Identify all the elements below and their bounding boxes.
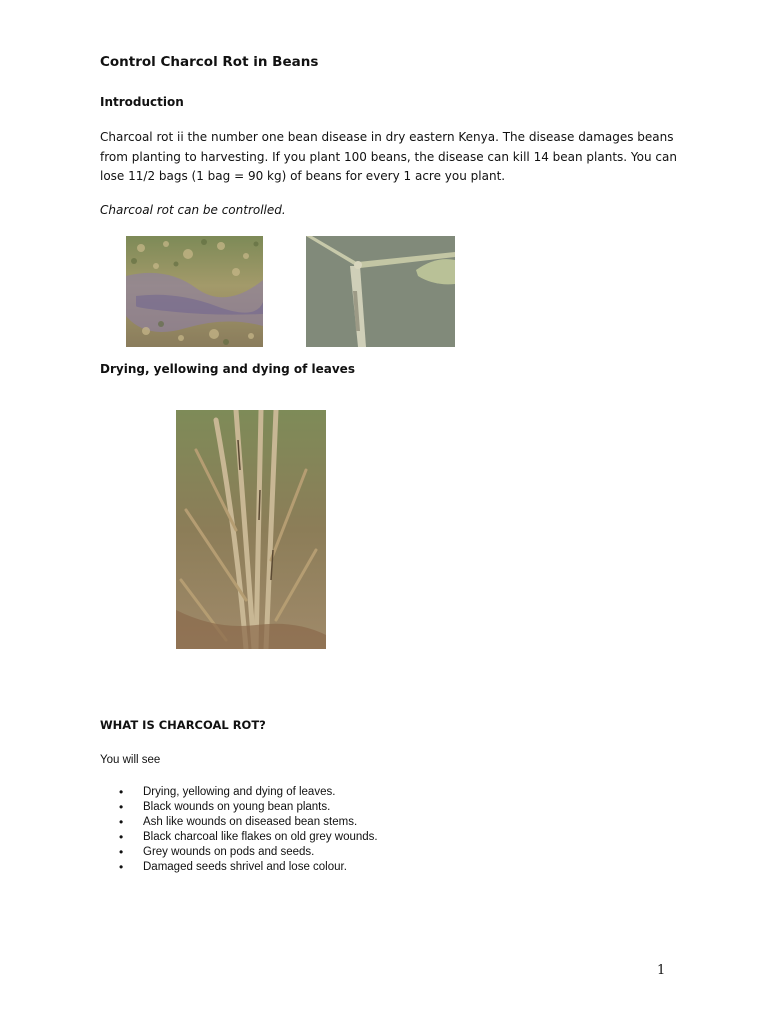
dried-stems-photo: [176, 410, 326, 649]
list-item: • Black wounds on young bean plants.: [100, 800, 378, 815]
section-heading: WHAT IS CHARCOAL ROT?: [100, 718, 266, 732]
list-item: • Ash like wounds on diseased bean stems.: [100, 815, 378, 830]
list-item: • Black charcoal like flakes on old grey wounds.: [100, 830, 378, 845]
document-title: Control Charcol Rot in Beans: [100, 54, 319, 70]
list-item: • Grey wounds on pods and seeds.: [100, 845, 378, 860]
list-item: • Drying, yellowing and dying of leaves.: [100, 785, 378, 800]
italic-note: Charcoal rot can be controlled.: [100, 203, 286, 217]
intro-heading: Introduction: [100, 95, 184, 109]
photo-caption: Drying, yellowing and dying of leaves: [100, 362, 355, 376]
field-photo: [126, 236, 263, 347]
symptom-list: [100, 785, 378, 875]
intro-paragraph: Charcoal rot ii the number one bean disease in dry eastern Kenya. The disease damages beans from planting to harvesting. If you plant 100 beans, the disease can kill 14 bean plants. You can lose 11/2 bags (1 bag = 90 kg) of beans for every 1 acre you plant.: [100, 130, 677, 183]
page-number: 1: [657, 963, 666, 978]
stem-photo: [306, 236, 455, 347]
you-will-see-label: You will see: [100, 754, 161, 766]
list-item: • Damaged seeds shrivel and lose colour.: [100, 860, 378, 875]
